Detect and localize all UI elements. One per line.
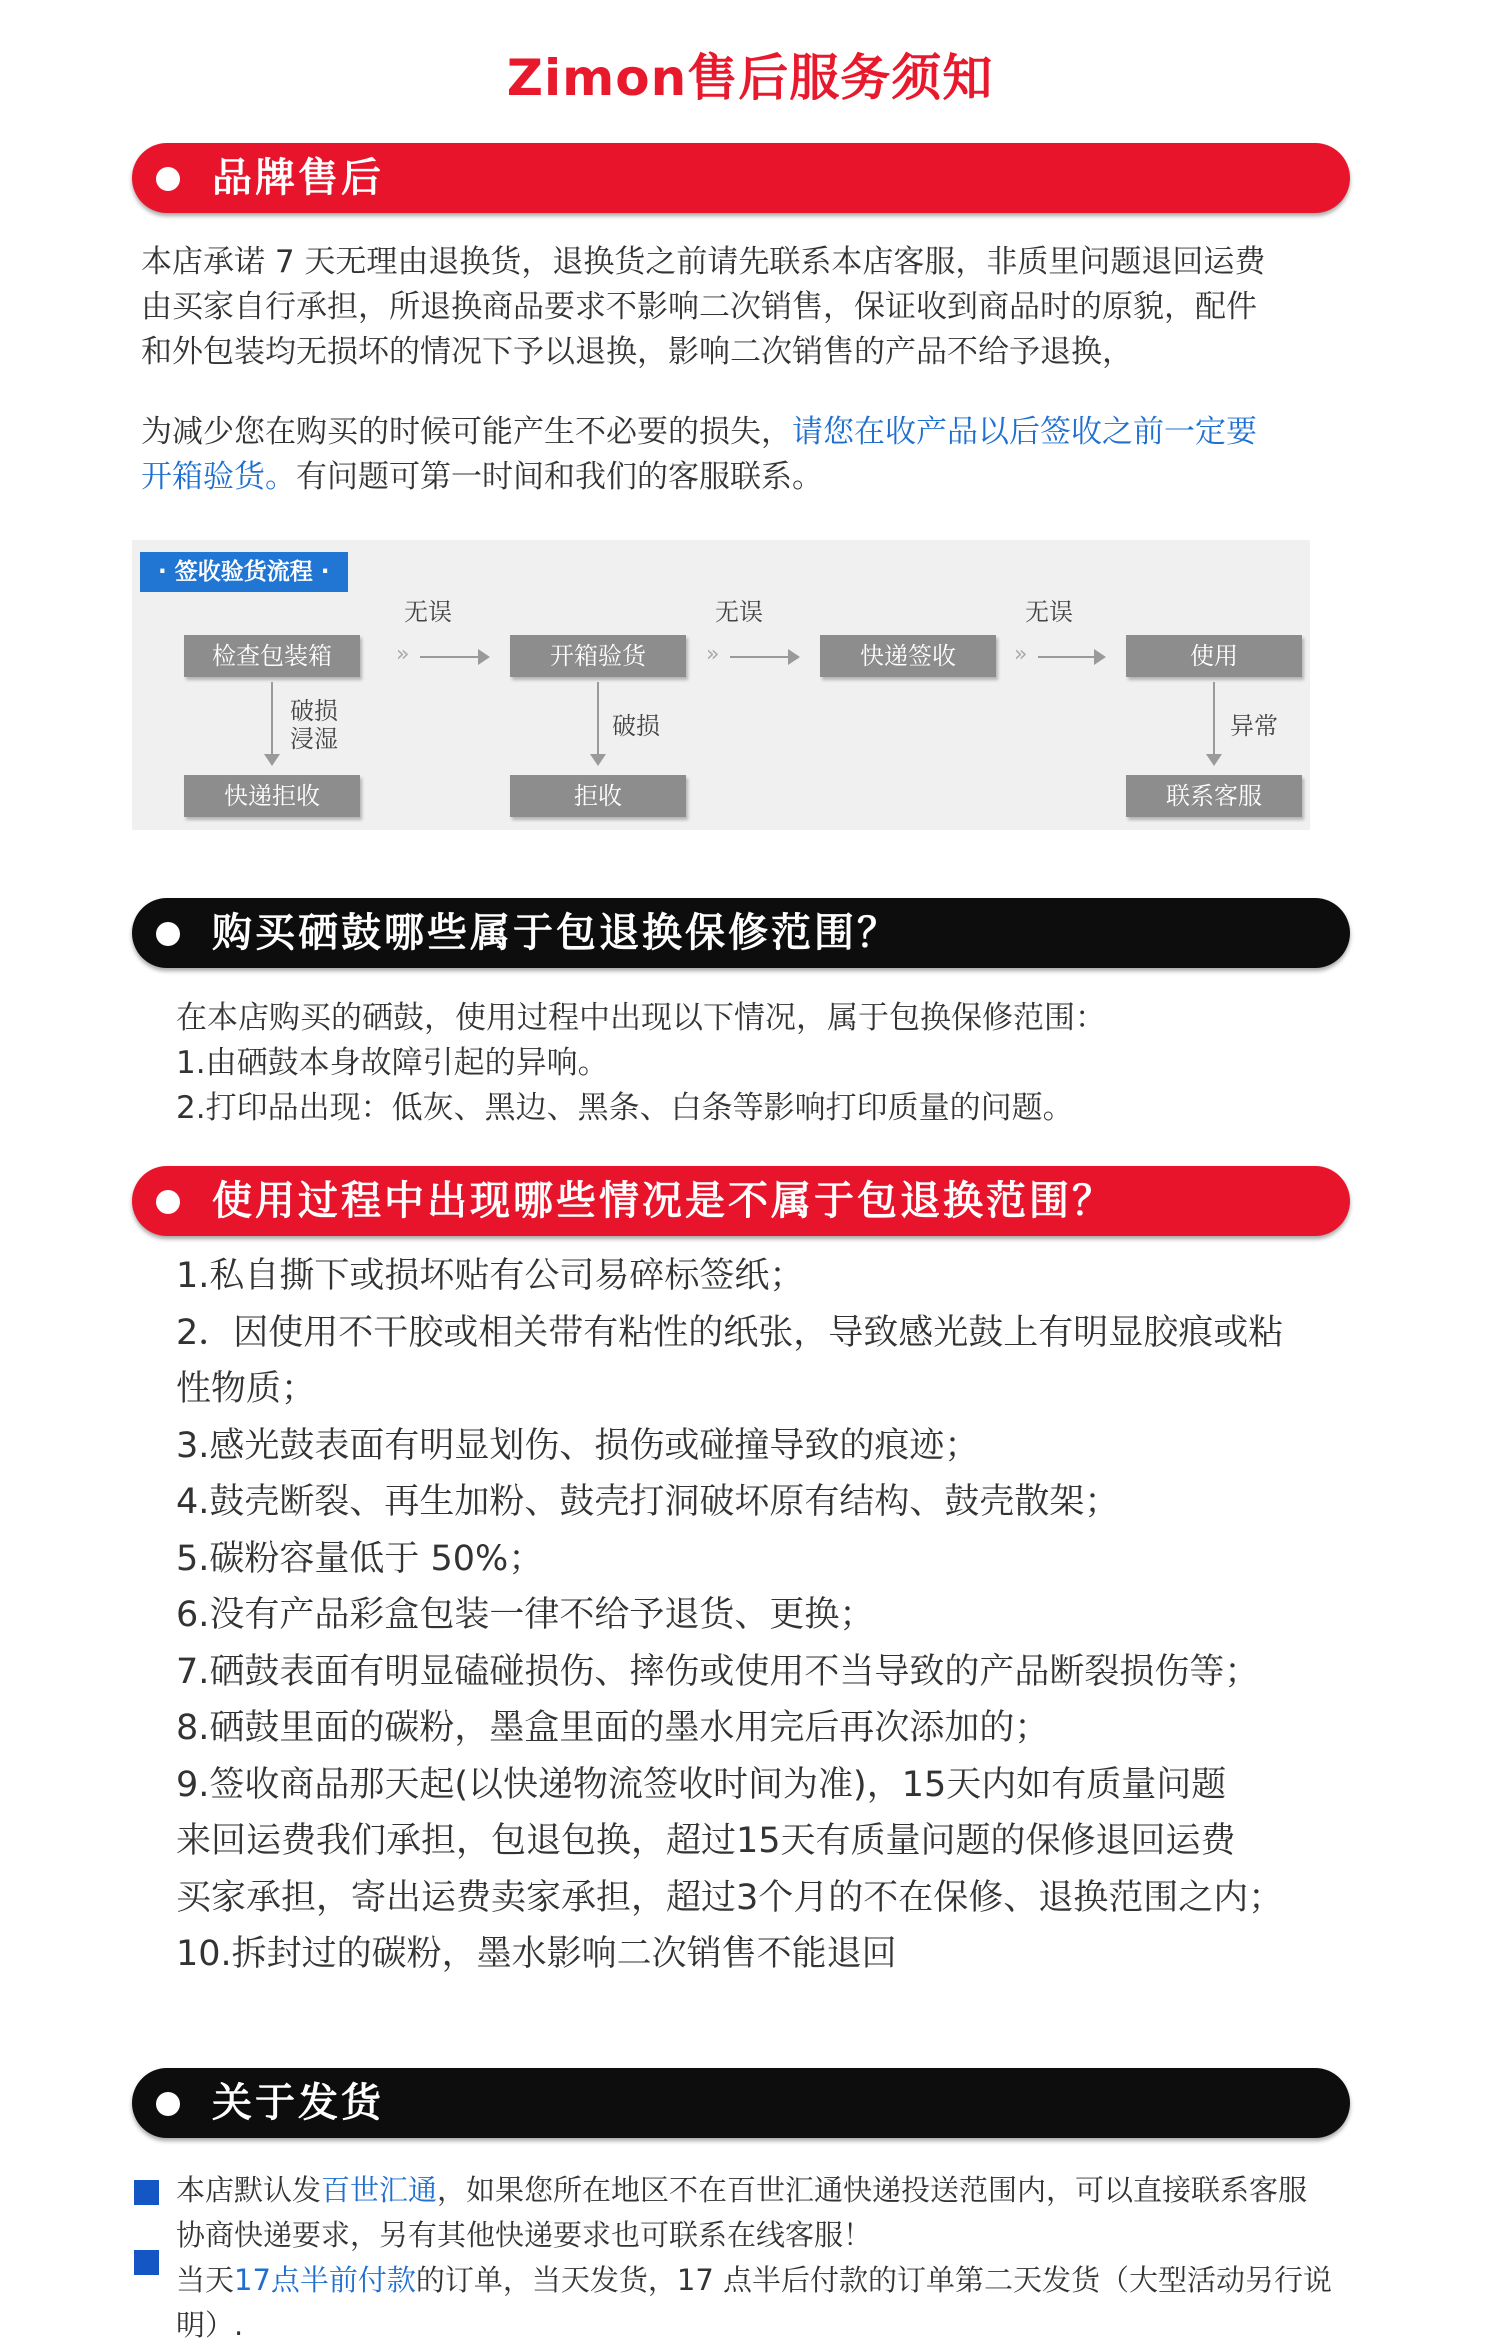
page-title: Zimon售后服务须知 <box>506 49 994 107</box>
list-item: 5.碳粉容量低于 50%； <box>176 1538 544 1579</box>
list-item: 9.签收商品那天起(以快递物流签收时间为准)，15天内如有质量问题 <box>176 1764 1227 1805</box>
flow-label-ok: 无误 <box>1025 598 1073 626</box>
text-span: 本店默认发 <box>176 2173 322 2207</box>
exclusions-list <box>176 1248 1356 1983</box>
flow-tag: · 签收验货流程 · <box>140 552 348 592</box>
section-header-exclusions <box>132 1166 1350 1236</box>
bullet-dot-icon <box>156 922 180 946</box>
list-item: 性物质； <box>176 1369 317 1409</box>
flow-label-line: 破损 <box>290 697 338 725</box>
warranty-list <box>176 996 1356 1131</box>
arrow-right-icon <box>420 656 488 658</box>
section-heading: 品牌售后 <box>212 155 384 201</box>
text-line: 协商快递要求，另有其他快递要求也可联系在线客服！ <box>176 2218 873 2252</box>
shipping-item-courier <box>134 2168 1364 2258</box>
bullet-dot-icon <box>156 2092 180 2116</box>
flow-label-damage-wet <box>290 697 338 753</box>
chevron-icon: » <box>396 642 410 667</box>
flow-box-check-package: 检查包装箱 <box>184 635 360 677</box>
arrow-down-icon <box>597 682 599 762</box>
bullet-dot-icon <box>156 167 180 191</box>
list-item: 1.私自撕下或损坏贴有公司易碎标签纸； <box>176 1256 805 1296</box>
list-item: 4.鼓壳断裂、再生加粉、鼓壳打洞破坏原有结构、鼓壳散架； <box>176 1482 1120 1522</box>
flow-box-reject: 拒收 <box>510 775 686 817</box>
square-bullet-icon <box>134 2180 159 2205</box>
flow-label-damage: 破损 <box>612 712 660 740</box>
list-item: 买家承担，寄出运费卖家承担，超过3个月的不在保修、退换范围之内； <box>176 1877 1284 1918</box>
brand-paragraph-1 <box>141 240 1361 375</box>
chevron-icon: » <box>706 642 720 667</box>
chevron-icon: » <box>1014 642 1028 667</box>
text-line: 本店承诺 7 天无理由退换货，退换货之前请先联系本店客服，非质里问题退回运费 <box>141 244 1266 280</box>
highlight-text: 请您在收产品以后签收之前一定要 <box>792 414 1257 450</box>
section-header-warranty <box>132 898 1350 968</box>
arrow-down-icon <box>271 682 273 762</box>
list-item: 在本店购买的硒鼓，使用过程中出现以下情况，属于包换保修范围： <box>176 1000 1106 1036</box>
text-line: 由买家自行承担，所退换商品要求不影响二次销售，保证收到商品时的原貌，配件 <box>141 289 1257 325</box>
arrow-down-icon <box>1213 682 1215 762</box>
list-item: 1.由硒鼓本身故障引起的异响。 <box>176 1045 609 1081</box>
list-item: 2．因使用不干胶或相关带有粘性的纸张，导致感光鼓上有明显胶痕或粘 <box>176 1312 1284 1353</box>
bullet-dot-icon <box>156 1190 180 1214</box>
text-span: 当天 <box>176 2263 235 2297</box>
section-header-shipping <box>132 2068 1350 2138</box>
section-header-brand <box>132 143 1350 213</box>
section-heading: 关于发货 <box>212 2080 384 2126</box>
list-item: 7.硒鼓表面有明显磕碰损伤、摔伤或使用不当导致的产品断裂损伤等； <box>176 1651 1260 1692</box>
flow-label-ok: 无误 <box>715 598 763 626</box>
list-item: 2.打印品出现：低灰、黑边、黑条、白条等影响打印质量的问题。 <box>176 1090 1074 1126</box>
flow-box-sign: 快递签收 <box>820 635 996 677</box>
flow-box-contact-service: 联系客服 <box>1126 775 1302 817</box>
text-span: 的订单，当天发货，17 点半后付款的订单第二天发货（大型活动另行说明）. <box>176 2263 1333 2342</box>
flow-box-open-inspect: 开箱验货 <box>510 635 686 677</box>
square-bullet-icon <box>134 2250 159 2275</box>
list-item: 8.硒鼓里面的碳粉，墨盒里面的墨水用完后再次添加的； <box>176 1708 1050 1748</box>
text-span: 为减少您在购买的时候可能产生不必要的损失， <box>141 414 792 450</box>
arrow-right-icon <box>730 656 798 658</box>
shipping-item-time <box>134 2258 1364 2348</box>
list-item: 6.没有产品彩盒包装一律不给予退货、更换； <box>176 1595 875 1635</box>
flow-label-ok: 无误 <box>404 598 452 626</box>
highlight-text: 开箱验货。 <box>141 459 296 495</box>
section-heading: 购买硒鼓哪些属于包退换保修范围？ <box>212 910 900 956</box>
text-line: 和外包装均无损坏的情况下予以退换，影响二次销售的产品不给予退换， <box>141 334 1133 370</box>
list-item: 来回运费我们承担，包退包换，超过15天有质量问题的保修退回运费 <box>176 1821 1236 1861</box>
text-span: ，如果您所在地区不在百世汇通快递投送范围内，可以直接联系客服 <box>437 2173 1308 2207</box>
inspection-flow-diagram <box>132 540 1310 830</box>
highlight-text: 百世汇通 <box>321 2173 438 2207</box>
text-span: 有问题可第一时间和我们的客服联系。 <box>296 459 823 495</box>
flow-box-use: 使用 <box>1126 635 1302 677</box>
list-item: 10.拆封过的碳粉，墨水影响二次销售不能退回 <box>176 1934 897 1974</box>
section-heading: 使用过程中出现哪些情况是不属于包退换范围？ <box>212 1178 1115 1224</box>
flow-label-line: 浸湿 <box>290 725 338 753</box>
brand-paragraph-2 <box>141 410 1361 500</box>
arrow-right-icon <box>1038 656 1104 658</box>
highlight-text: 17点半前付款 <box>234 2263 416 2297</box>
flow-box-reject-courier: 快递拒收 <box>184 775 360 817</box>
flow-label-abnormal: 异常 <box>1230 712 1278 740</box>
list-item: 3.感光鼓表面有明显划伤、损伤或碰撞导致的痕迹； <box>176 1425 980 1466</box>
